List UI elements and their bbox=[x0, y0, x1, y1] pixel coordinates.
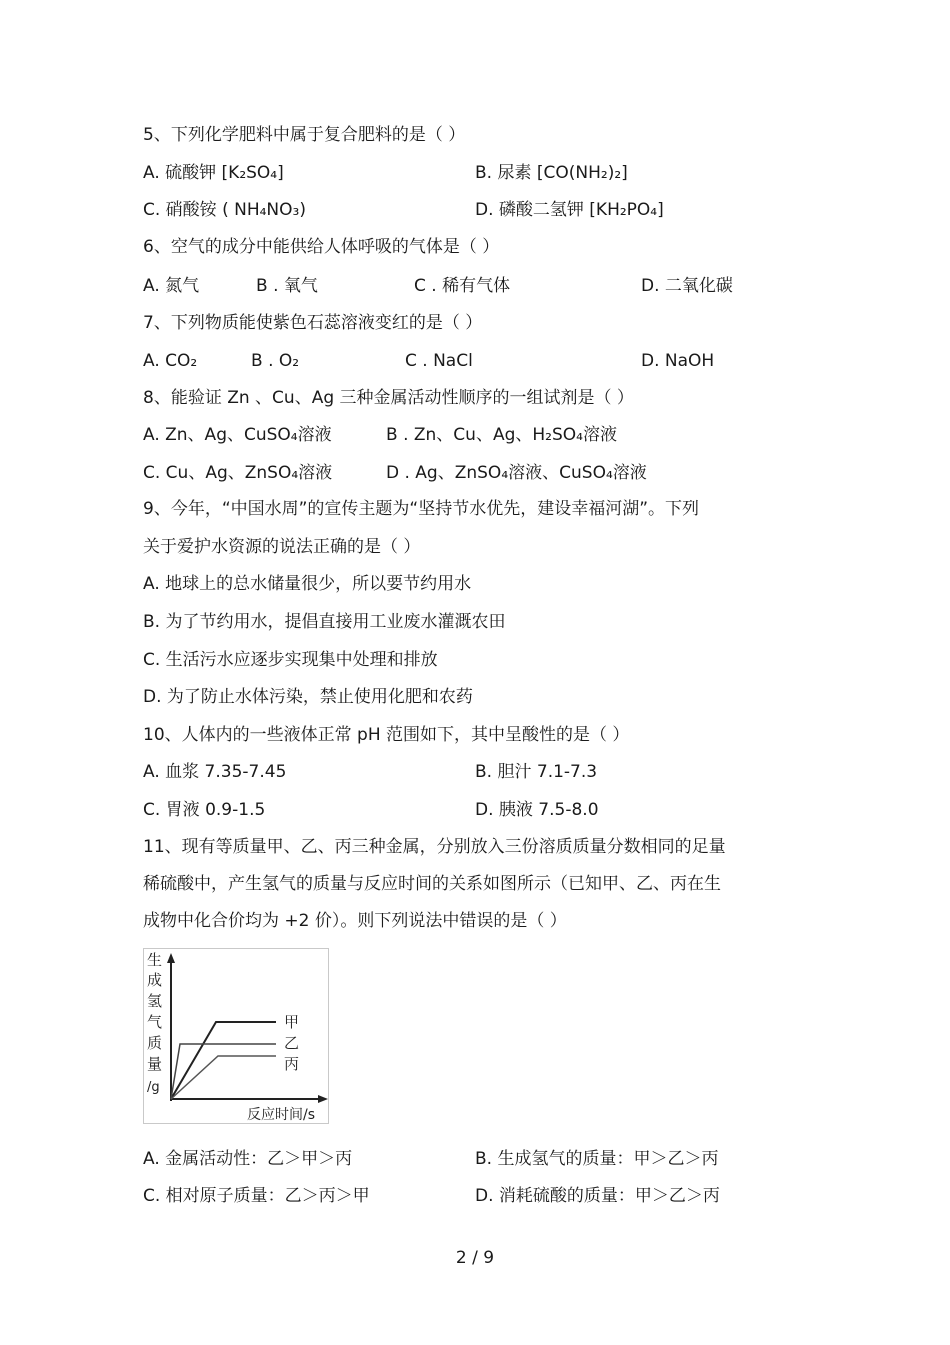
y-axis-arrow bbox=[167, 953, 175, 963]
series-label-bing: 丙 bbox=[284, 1055, 300, 1073]
series-bing-line bbox=[171, 1056, 276, 1099]
y-axis-label-unit: /g bbox=[147, 1080, 160, 1095]
y-axis-label-char: 质 bbox=[147, 1034, 163, 1052]
q8-option-d: D . Ag、ZnSO₄溶液、CuSO₄溶液 bbox=[386, 463, 647, 483]
q8-option-c: C. Cu、Ag、ZnSO₄溶液 bbox=[143, 463, 333, 483]
q5-option-d: D. 磷酸二氢钾 [KH₂PO₄] bbox=[475, 200, 664, 220]
q5-stem: 5、下列化学肥料中属于复合肥料的是（ ） bbox=[143, 125, 466, 145]
q6-stem: 6、空气的成分中能供给人体呼吸的气体是（ ） bbox=[143, 237, 500, 257]
q11-stem-line1: 11、现有等质量甲、乙、丙三种金属，分别放入三份溶质质量分数相同的足量 bbox=[143, 837, 726, 857]
q7-option-d: D. NaOH bbox=[641, 351, 715, 371]
page-number: 2 / 9 bbox=[455, 1248, 495, 1268]
series-label-jia: 甲 bbox=[284, 1013, 300, 1031]
hydrogen-time-graph bbox=[143, 948, 329, 1124]
q6-option-a: A. 氮气 bbox=[143, 276, 200, 296]
q10-stem: 10、人体内的一些液体正常 pH 范围如下，其中呈酸性的是（ ） bbox=[143, 725, 630, 745]
q9-stem-line2: 关于爱护水资源的说法正确的是（ ） bbox=[143, 537, 421, 557]
q6-option-d: D. 二氧化碳 bbox=[641, 276, 733, 296]
q11-option-d: D. 消耗硫酸的质量：甲＞乙＞丙 bbox=[475, 1186, 720, 1206]
q9-stem-line1: 9、今年，“中国水周”的宣传主题为“坚持节水优先，建设幸福河湖”。下列 bbox=[143, 499, 700, 519]
q7-stem: 7、下列物质能使紫色石蕊溶液变红的是（ ） bbox=[143, 313, 483, 333]
q6-option-c: C . 稀有气体 bbox=[414, 276, 511, 296]
q8-option-a: A. Zn、Ag、CuSO₄溶液 bbox=[143, 425, 332, 445]
q9-option-c: C. 生活污水应逐步实现集中处理和排放 bbox=[143, 650, 438, 670]
q6-option-b: B . 氧气 bbox=[256, 276, 318, 296]
q10-option-a: A. 血浆 7.35-7.45 bbox=[143, 762, 287, 782]
q7-option-a: A. CO₂ bbox=[143, 351, 198, 371]
q11-option-c: C. 相对原子质量：乙＞丙＞甲 bbox=[143, 1186, 370, 1206]
q11-stem-line2: 稀硫酸中，产生氢气的质量与反应时间的关系如图所示（已知甲、乙、丙在生 bbox=[143, 874, 721, 894]
q8-option-b: B . Zn、Cu、Ag、H₂SO₄溶液 bbox=[386, 425, 617, 445]
q10-option-c: C. 胃液 0.9-1.5 bbox=[143, 800, 266, 820]
y-axis-label-char: 生 bbox=[147, 951, 163, 969]
x-axis-label: 反应时间/s bbox=[247, 1107, 316, 1123]
q9-option-a: A. 地球上的总水储量很少，所以要节约用水 bbox=[143, 574, 472, 594]
q10-option-d: D. 胰液 7.5-8.0 bbox=[475, 800, 599, 820]
q11-stem-line3: 成物中化合价均为 +2 价）。则下列说法中错误的是（ ） bbox=[143, 911, 567, 931]
y-axis-label-char: 量 bbox=[147, 1055, 163, 1073]
q11-option-b: B. 生成氢气的质量：甲＞乙＞丙 bbox=[475, 1149, 719, 1169]
series-label-yi: 乙 bbox=[284, 1034, 300, 1052]
y-axis-label-char: 气 bbox=[147, 1013, 163, 1031]
q7-option-c: C . NaCl bbox=[405, 351, 473, 371]
q11-option-a: A. 金属活动性：乙＞甲＞丙 bbox=[143, 1149, 353, 1169]
y-axis-label-char: 氢 bbox=[147, 992, 163, 1010]
q5-option-b: B. 尿素 [CO(NH₂)₂] bbox=[475, 163, 628, 183]
q9-option-d: D. 为了防止水体污染，禁止使用化肥和农药 bbox=[143, 687, 473, 707]
y-axis-label-char: 成 bbox=[147, 971, 163, 989]
x-axis-arrow bbox=[318, 1095, 328, 1103]
q10-option-b: B. 胆汁 7.1-7.3 bbox=[475, 762, 598, 782]
q8-stem: 8、能验证 Zn 、Cu、Ag 三种金属活动性顺序的一组试剂是（ ） bbox=[143, 388, 634, 408]
q5-option-c: C. 硝酸铵 ( NH₄NO₃) bbox=[143, 200, 306, 220]
graph-svg bbox=[144, 949, 328, 1123]
q9-option-b: B. 为了节约用水，提倡直接用工业废水灌溉农田 bbox=[143, 612, 506, 632]
series-jia-line bbox=[171, 1022, 276, 1099]
q7-option-b: B . O₂ bbox=[251, 351, 300, 371]
q5-option-a: A. 硫酸钾 [K₂SO₄] bbox=[143, 163, 284, 183]
